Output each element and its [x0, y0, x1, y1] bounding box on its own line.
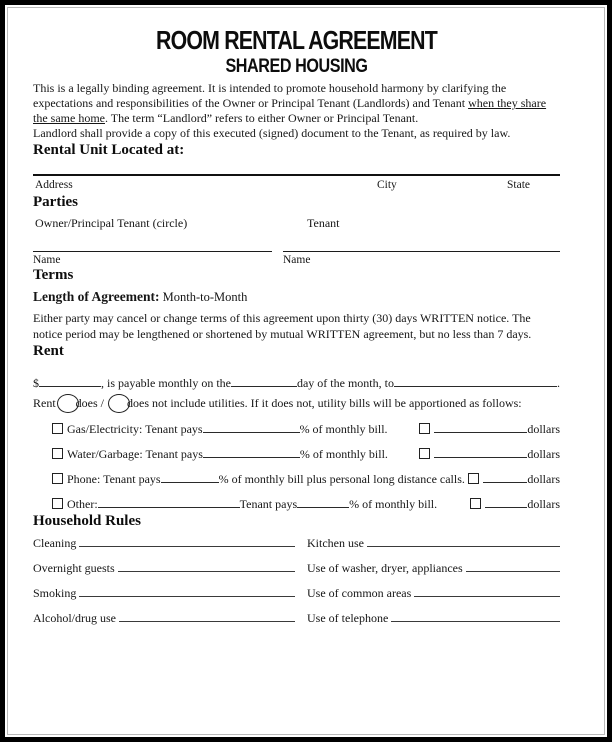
- phone-percent-text: % of monthly bill plus personal long distance calls.: [218, 472, 465, 486]
- checkbox-gas-electricity[interactable]: [52, 423, 63, 434]
- gas-dollars-blank[interactable]: [434, 420, 527, 433]
- intro-text-underlined: when they share the same home: [33, 96, 547, 125]
- phone-percent-blank[interactable]: [161, 470, 219, 483]
- section-heading-rent: Rent: [33, 343, 64, 359]
- section-heading-household-rules: Household Rules: [33, 513, 141, 529]
- notice-text: Either party may cancel or change terms of this agreement upon thirty (30) days WRITTEN notice. The notice period may be lengthened or shortened by mutual WRITTEN agreement, but no less than 7 days.: [33, 311, 532, 341]
- tenant-label: Tenant: [307, 216, 340, 230]
- gas-dollars-label: dollars: [527, 422, 560, 436]
- choice-separator: /: [97, 396, 108, 410]
- rule-overnight-guests-blank[interactable]: [118, 561, 295, 572]
- rule-overnight-guests-label: Overnight guests: [33, 561, 115, 575]
- rule-cleaning: [33, 536, 295, 561]
- rent-payee-blank[interactable]: [394, 374, 557, 387]
- checkbox-phone[interactable]: [52, 473, 63, 484]
- checkbox-other[interactable]: [52, 498, 63, 509]
- state-label: State: [507, 179, 530, 191]
- rent-utilities-choice-line: [33, 394, 560, 413]
- tenant-name-cell: [283, 251, 560, 266]
- rule-cleaning-blank[interactable]: [79, 536, 295, 547]
- intro-text-2: . The term “Landlord” refers to either Owner or Principal Tenant.: [104, 111, 419, 125]
- other-percent-blank[interactable]: [297, 495, 349, 508]
- utility-row-gas-electricity: [52, 420, 560, 437]
- rule-kitchen-use: [307, 536, 560, 561]
- page-subtitle: SHARED HOUSING: [225, 56, 368, 77]
- parties-labels-row: [33, 216, 560, 231]
- rule-kitchen-use-label: Kitchen use: [307, 536, 364, 550]
- water-percent-blank[interactable]: [203, 445, 300, 458]
- currency-symbol: $: [33, 376, 39, 390]
- rule-smoking-blank[interactable]: [79, 586, 295, 597]
- owner-name-cell: [33, 251, 272, 266]
- rent-day-blank[interactable]: [231, 374, 297, 387]
- rule-washer-dryer-appliances-blank[interactable]: [466, 561, 560, 572]
- section-heading-rental-unit: Rental Unit Located at:: [33, 142, 185, 158]
- rule-cleaning-label: Cleaning: [33, 536, 77, 550]
- intro-paragraph: [33, 81, 560, 126]
- rule-common-areas-label: Use of common areas: [307, 586, 412, 600]
- choice-option-does: does: [75, 396, 98, 410]
- rent-payable-line: [33, 374, 560, 391]
- length-of-agreement-line: [33, 289, 560, 305]
- payable-text-1: , is payable monthly on the: [101, 376, 231, 390]
- checkbox-water-dollars[interactable]: [419, 448, 430, 459]
- intro-paragraph-2: Landlord shall provide a copy of this executed (signed) document to the Tenant, as required by law.: [33, 126, 511, 140]
- utility-row-phone: [52, 470, 560, 487]
- owner-name-label: Name: [33, 254, 61, 266]
- rule-alcohol-drug-use: [33, 611, 295, 636]
- rule-common-areas-blank[interactable]: [414, 586, 560, 597]
- utility-row-water-garbage: [52, 445, 560, 462]
- rule-washer-dryer-appliances: [307, 561, 560, 586]
- intro-text-1: This is a legally binding agreement. It is intended to promote household harmony by clarifying the expectations and responsibilities of the Owner or Principal Tenant (Landlords) and Tenant: [33, 81, 507, 110]
- water-percent-text: % of monthly bill.: [299, 447, 388, 461]
- checkbox-water-garbage[interactable]: [52, 448, 63, 459]
- checkbox-phone-dollars[interactable]: [468, 473, 479, 484]
- length-of-agreement-value: Month-to-Month: [162, 290, 248, 304]
- other-description-blank[interactable]: [98, 495, 240, 508]
- tenant-name-fill-line[interactable]: [283, 251, 560, 252]
- document-inner-frame: [7, 7, 605, 735]
- city-label: City: [377, 179, 397, 191]
- gas-percent-blank[interactable]: [203, 420, 300, 433]
- payable-text-2: day of the month, to: [296, 376, 394, 390]
- choice-prefix: Rent: [33, 396, 56, 410]
- owner-principal-tenant-label: Owner/Principal Tenant (circle): [35, 216, 188, 230]
- household-rules-grid: [33, 536, 560, 636]
- phone-dollars-label: dollars: [527, 472, 560, 486]
- phone-dollars-blank[interactable]: [483, 470, 527, 483]
- other-dollars-blank[interactable]: [485, 495, 527, 508]
- phone-label: Phone: Tenant pays: [67, 472, 161, 486]
- rule-alcohol-drug-use-label: Alcohol/drug use: [33, 611, 116, 625]
- address-label: Address: [35, 179, 73, 191]
- address-labels-row: [33, 179, 560, 193]
- tenant-name-label: Name: [283, 254, 311, 266]
- water-dollars-blank[interactable]: [434, 445, 527, 458]
- rule-telephone-label: Use of telephone: [307, 611, 389, 625]
- checkbox-gas-dollars[interactable]: [419, 423, 430, 434]
- rule-alcohol-drug-use-blank[interactable]: [119, 611, 295, 622]
- payable-period: .: [557, 376, 560, 390]
- section-heading-parties: Parties: [33, 194, 78, 210]
- gas-electricity-label: Gas/Electricity: Tenant pays: [67, 422, 203, 436]
- page-title: ROOM RENTAL AGREEMENT: [156, 25, 437, 55]
- rule-overnight-guests: [33, 561, 295, 586]
- other-label: Other:: [67, 497, 98, 511]
- checkbox-other-dollars[interactable]: [470, 498, 481, 509]
- other-percent-text: % of monthly bill.: [349, 497, 438, 511]
- gas-percent-text: % of monthly bill.: [299, 422, 388, 436]
- water-dollars-label: dollars: [527, 447, 560, 461]
- rule-kitchen-use-blank[interactable]: [367, 536, 560, 547]
- rent-amount-blank[interactable]: [39, 374, 101, 387]
- section-heading-terms: Terms: [33, 267, 74, 283]
- water-garbage-label: Water/Garbage: Tenant pays: [67, 447, 203, 461]
- address-fill-line[interactable]: [33, 174, 560, 176]
- utility-row-other: [52, 495, 560, 512]
- owner-name-fill-line[interactable]: [33, 251, 272, 252]
- choice-option-does-not: does not include utilities. If it does not, utility bills will be apportioned as follows:: [127, 396, 522, 410]
- name-lines-row: [33, 251, 560, 266]
- rule-smoking: [33, 586, 295, 611]
- other-dollars-label: dollars: [527, 497, 560, 511]
- rule-washer-dryer-appliances-label: Use of washer, dryer, appliances: [307, 561, 463, 575]
- length-of-agreement-label: Length of Agreement:: [33, 289, 160, 304]
- rule-telephone: [307, 611, 560, 636]
- rule-telephone-blank[interactable]: [391, 611, 560, 622]
- rule-common-areas: [307, 586, 560, 611]
- rule-smoking-label: Smoking: [33, 586, 77, 600]
- other-tenant-pays-text: Tenant pays: [239, 497, 298, 511]
